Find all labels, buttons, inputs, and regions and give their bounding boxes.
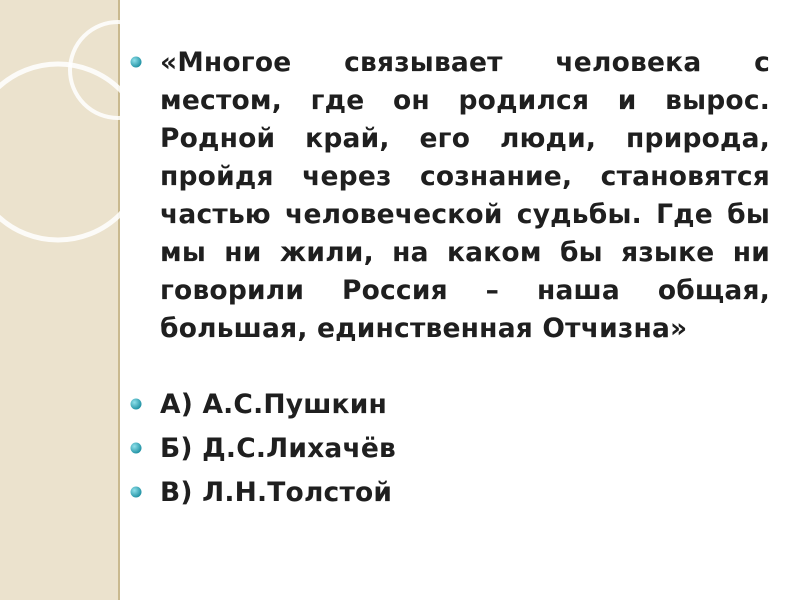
bullet-icon xyxy=(130,56,142,68)
slide-content xyxy=(130,44,770,518)
quote-text: «Многое связывает человека с местом, где он родился и вырос. Родной край, его люди, природа, пройдя через сознание, становятся частью человеческой судьбы. Где бы мы ни жили, на каком бы языке ни говорили Россия – наша общая, большая, единственная Отчизна» xyxy=(160,47,770,344)
answer-option-c xyxy=(130,474,770,512)
bullet-icon xyxy=(130,486,142,498)
bullet-icon xyxy=(130,442,142,454)
answer-label: В) Л.Н.Толстой xyxy=(160,477,393,508)
bullet-icon xyxy=(130,398,142,410)
answer-option-b xyxy=(130,430,770,468)
answer-option-a xyxy=(130,386,770,424)
answer-label: А) А.С.Пушкин xyxy=(160,389,387,420)
quote-paragraph xyxy=(130,44,770,348)
answer-label: Б) Д.С.Лихачёв xyxy=(160,433,397,464)
